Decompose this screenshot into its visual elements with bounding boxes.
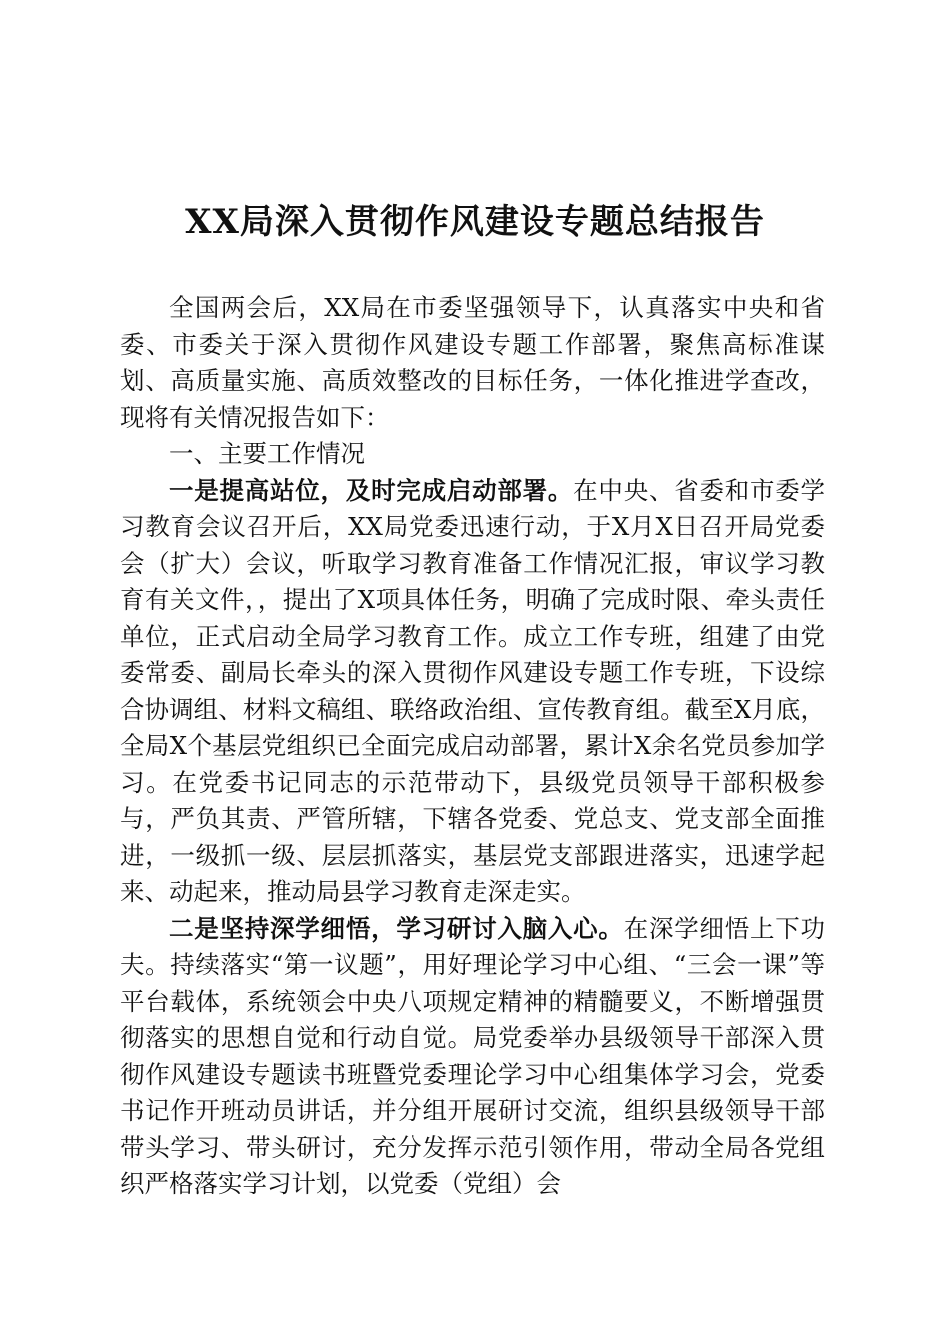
point-two-body: 在深学细悟上下功夫。持续落实“第一议题”，用好理论学习中心组、“三会一课”等平台载体，系统领会中央八项规定精神的精髓要义，不断增强贯彻落实的思想自觉和行动自觉。局党委举办县级领导干部深入贯彻作风建设专题读书班暨党委理论学习中心组集体学习会，党委书记作开班动员讲话，并分组开展研讨交流，组织县级领导干部带头学习、带头研讨，充分发挥示范引领作用，带动全局各党组织严格落实学习计划，以党委（党组）会 <box>120 913 826 1198</box>
document-title: XX局深入贯彻作风建设专题总结报告 <box>185 202 765 242</box>
point-two-paragraph <box>120 911 825 1203</box>
intro-paragraph: 全国两会后，XX局在市委坚强领导下，认真落实中央和省委、市委关于深入贯彻作风建设专题工作部署，聚焦高标准谋划、高质量实施、高质效整改的目标任务，一体化推进学查改，现将有关情况报告如下： <box>120 293 825 432</box>
section-heading-main-work: 一、主要工作情况 <box>169 439 365 468</box>
point-one-paragraph <box>120 473 825 911</box>
point-one-body: 在中央、省委和市委学习教育会议召开后，XX局党委迅速行动，于X月X日召开局党委会（扩大）会议，听取学习教育准备工作情况汇报，审议学习教育有关文件，，提出了X项具体任务，明确了完成时限、牵头责任单位，正式启动全局学习教育工作。成立工作专班，组建了由党委常委、副局长牵头的深入贯彻作风建设专题工作专班，下设综合协调组、材料文稿组、联络政治组、宣传教育组。截至X月底，全局X个基层党组织已全面完成启动部署，累计X余名党员参加学习。在党委书记同志的示范带动下，县级党员领导干部积极参与，严负其责、严管所辖，下辖各党委、党总支、党支部全面推进，一级抓一级、层层抓落实，基层党支部跟进落实，迅速学起来、动起来，推动局县学习教育走深走实。 <box>120 475 826 906</box>
point-two-lead: 二是坚持深学细悟，学习研讨入脑入心。 <box>169 913 624 943</box>
point-one-lead: 一是提高站位，及时完成启动部署。 <box>169 475 574 505</box>
document-body <box>120 290 825 1203</box>
